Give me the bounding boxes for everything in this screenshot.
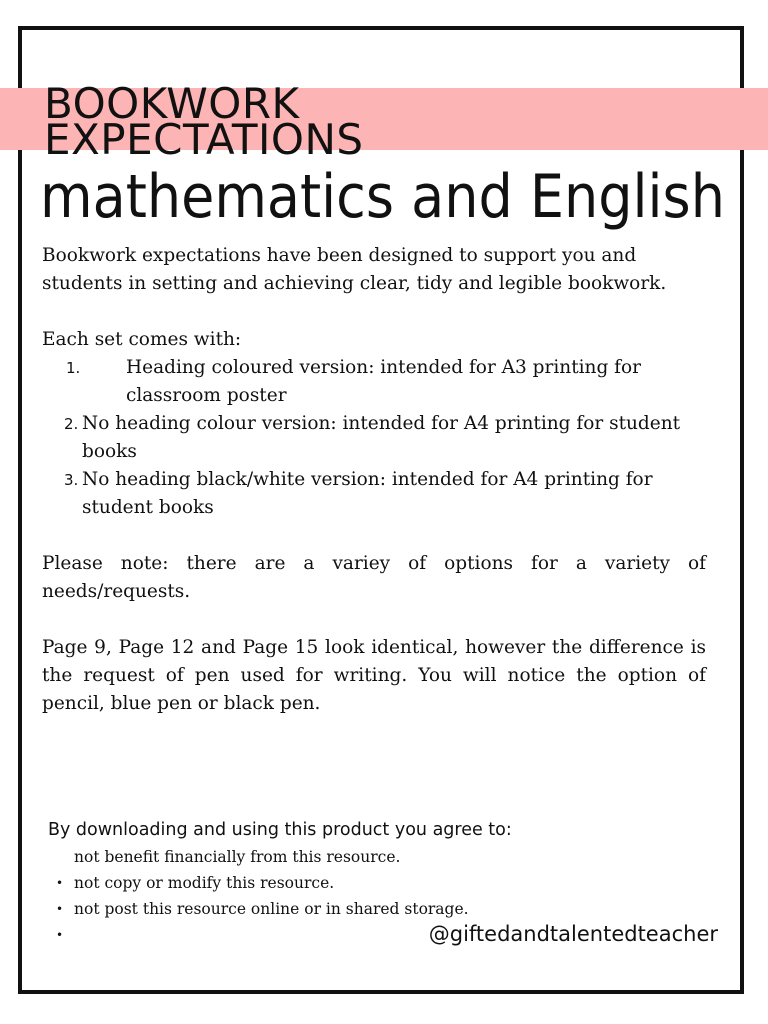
main-content	[42, 242, 706, 718]
pages-note: Page 9, Page 12 and Page 15 look identical, however the difference is the request of pen used for writing. You will notice the option of pencil, blue pen or black pen.	[42, 637, 706, 714]
set-text: No heading black/white version: intended for A4 printing for student books	[82, 469, 653, 518]
title-line-2: EXPECTATIONS	[44, 115, 364, 164]
sets-heading: Each set comes with:	[42, 329, 242, 350]
terms-item-text: not benefit financially from this resource.	[74, 848, 401, 866]
bullet-icon: •	[56, 876, 64, 890]
bullet-icon: •	[56, 928, 64, 942]
title-line-1: BOOKWORK	[44, 79, 300, 128]
terms-heading: By downloading and using this product you agree to:	[48, 820, 512, 840]
bullet-icon: •	[56, 902, 64, 916]
set-item	[42, 466, 706, 522]
terms-item	[48, 870, 728, 896]
set-number: 2.	[64, 415, 79, 433]
subject-heading: mathematics and English	[40, 162, 725, 232]
intro-paragraph: Bookwork expectations have been designed to support you and students in setting and achieving clear, tidy and legible bookwork.	[42, 245, 667, 294]
options-note: Please note: there are a variey of options for a variety of needs/requests.	[42, 553, 706, 602]
bookwork-title	[44, 79, 364, 164]
set-text: Heading coloured version: intended for A3 printing for classroom poster	[126, 357, 642, 406]
terms-item	[48, 844, 728, 870]
set-number: 3.	[64, 471, 79, 489]
terms-item-text: not copy or modify this resource.	[74, 874, 335, 892]
set-text: No heading colour version: intended for A4 printing for student books	[82, 413, 681, 462]
set-item	[42, 410, 706, 466]
set-item	[42, 354, 706, 410]
sets-list	[42, 354, 706, 522]
terms-item-text: not post this resource online or in shared storage.	[74, 900, 469, 918]
terms-item	[48, 896, 728, 922]
set-number: 1.	[66, 359, 81, 377]
author-handle: @giftedandtalentedteacher	[428, 922, 718, 946]
